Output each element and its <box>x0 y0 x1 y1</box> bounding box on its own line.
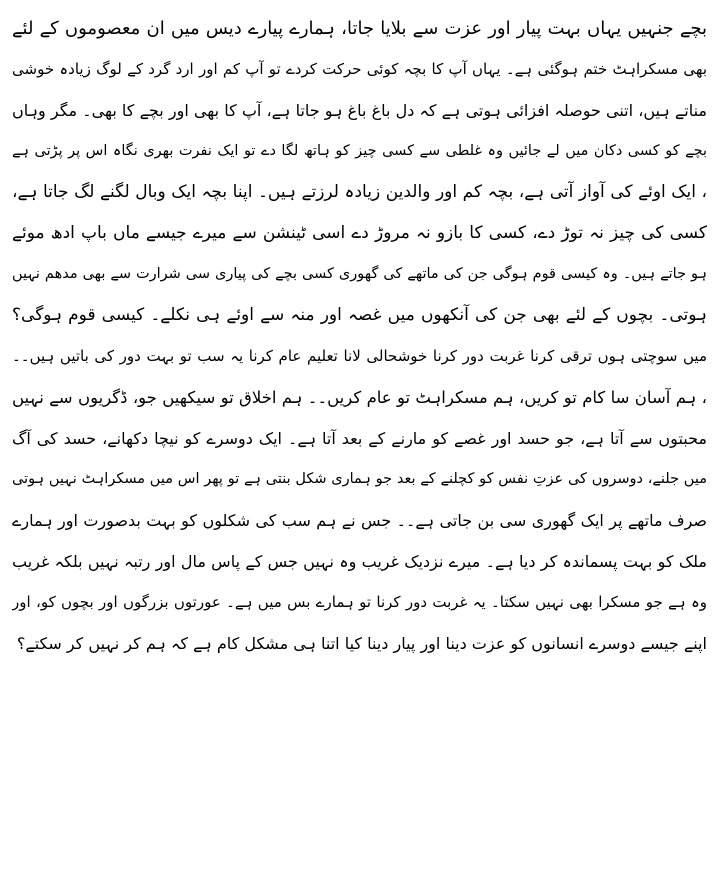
text-line: میں جلنے، دوسروں کی عزتِ نفس کو کچلنے کے بعد جو ہماری شکل بنتی ہے تو پھر اس میں مسکراہٹ نہیں ہوتی <box>12 471 707 487</box>
text-line: بچے کو کسی دکان میں لے جائیں وہ غلطی سے کسی چیز کو ہاتھ لگا دے تو ایک نفرت بھری نگاہ اس پر پڑتی ہے <box>12 143 707 159</box>
text-line: بچے جنہیں یہاں بہت پیار اور عزت سے بلایا جاتا، ہمارے پیارے دیس میں ان معصوموں کے لئے <box>12 18 707 39</box>
text-line: کسی کی چیز نہ توڑ دے، کسی کا بازو نہ مروڑ دے اسی ٹینشن سے میرے جیسے ماں باپ ادھ موئے <box>12 223 707 243</box>
text-line: وہ ہے جو مسکرا بھی نہیں سکتا۔ یہ غربت دور کرنا تو ہمارے بس میں ہے۔ عورتوں بزرگوں اور بچوں کو، اور <box>12 593 707 611</box>
text-line: بھی مسکراہٹ ختم ہوگئی ہے۔ یہاں آپ کا بچہ کوئی حرکت کردے تو آپ کم اور ارد گرد کے لوگ زیادہ خوشی <box>12 60 707 78</box>
urdu-paragraph <box>12 8 707 664</box>
text-line: ملک کو بہت پسماندہ کر دیا ہے۔ میرے نزدیک غریب وہ نہیں جس کے پاس مال اور رتبہ نہیں بلکہ غریب <box>12 552 707 571</box>
text-line: ہوتی۔ بچوں کے لئے بھی جن کی آنکھوں میں غصہ اور منہ سے اوئے ہی نکلے۔ کیسی قوم ہوگی؟ <box>12 305 707 325</box>
text-line: صرف ماتھے پر ایک گھوری سی بن جاتی ہے۔۔ جس نے ہم سب کی شکلوں کو بہت بدصورت اور ہمارے <box>12 511 707 530</box>
text-line: میں سوچتی ہوں ترقی کرنا غربت دور کرنا خوشحالی لانا تعلیم عام کرنا یہ سب تو بہت دور کی باتیں ہیں۔۔ <box>12 347 707 365</box>
text-line: ، ہم آسان سا کام تو کریں، ہم مسکراہٹ تو عام کریں۔۔ ہم اخلاق تو سیکھیں جو، ڈگریوں سے نہیں <box>12 388 707 407</box>
text-line: ، ایک اوئے کی آواز آتی ہے، بچہ کم اور والدین زیادہ لرزتے ہیں۔ اپنا بچہ ایک وبال لگنے لگ جاتا ہے، <box>12 182 707 202</box>
text-line: مناتے ہیں، اتنی حوصلہ افزائی ہوتی ہے کہ دل باغ باغ ہو جاتا ہے، آپ کا بھی اور بچے کا بھی۔ مگر وہاں <box>12 101 707 120</box>
text-line: محبتوں سے آتا ہے، جو حسد اور غصے کو مارنے کے بعد آتا ہے۔ ایک دوسرے کو نیچا دکھانے، حسد کی آگ <box>12 429 707 448</box>
text-line: ہو جاتے ہیں۔ وہ کیسی قوم ہوگی جن کی ماتھے کی گھوری کسی بچے کی پیاری سی شرارت سے بھی مدھم نہیں <box>12 266 707 282</box>
text-line: اپنے جیسے دوسرے انسانوں کو عزت دینا اور پیار دینا کیا اتنا ہی مشکل کام ہے کہ ہم کر نہیں کر سکتے؟ <box>16 634 707 653</box>
